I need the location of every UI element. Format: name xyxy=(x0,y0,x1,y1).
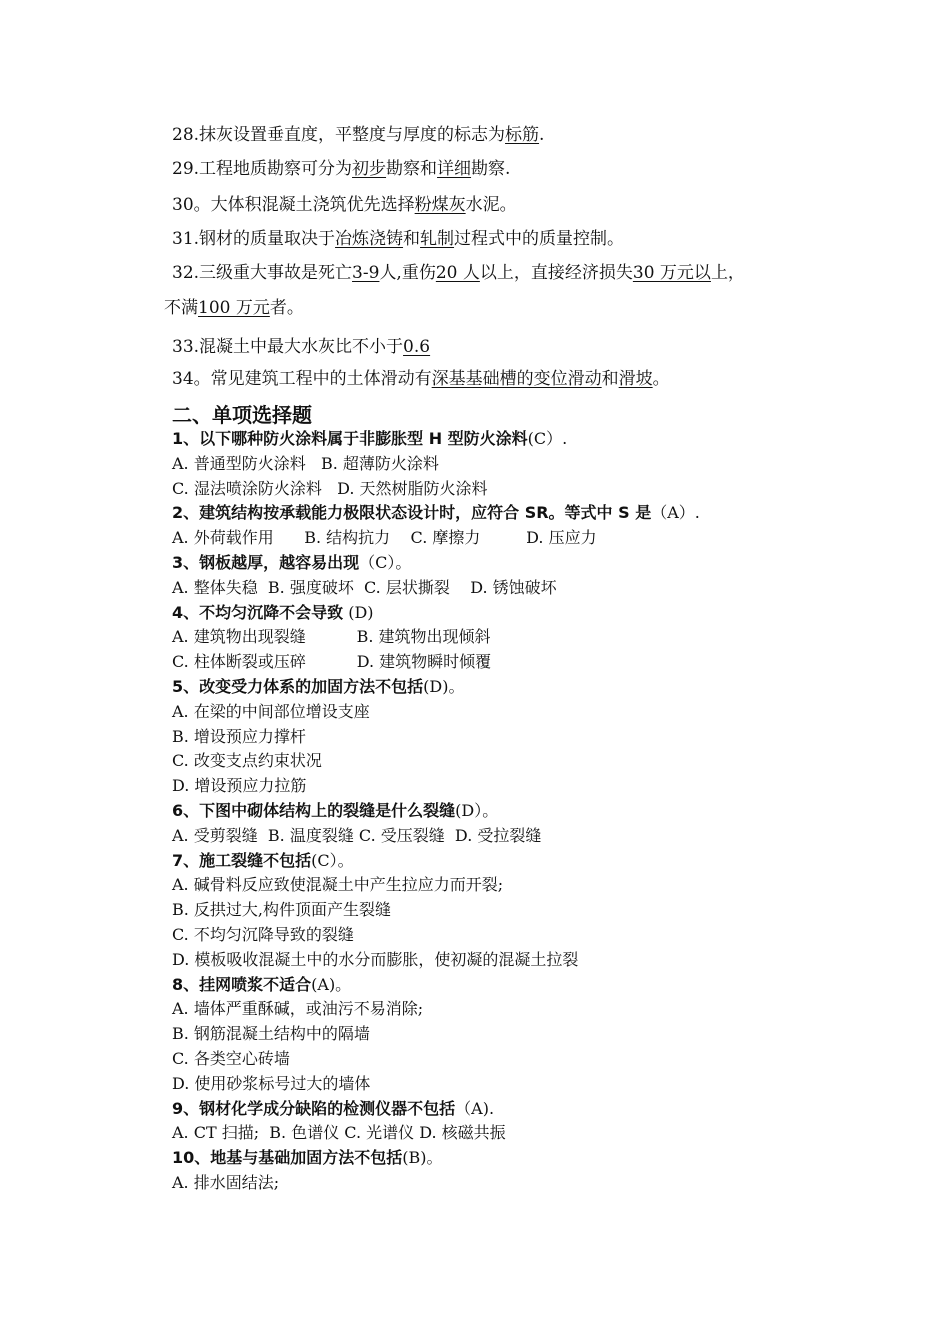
answer-option: D. 模板吸收混凝土中的水分而膨胀，使初凝的混凝土拉裂 xyxy=(172,950,579,969)
answer-blank: 标筋 xyxy=(505,125,540,145)
answer-blank: 20 人 xyxy=(435,263,480,283)
question-stem xyxy=(172,800,498,822)
text-fragment: 上， xyxy=(710,263,745,283)
question-text: 5、改变受力体系的加固方法不包括 xyxy=(172,677,424,696)
text-fragment: 不满 xyxy=(164,298,198,318)
answer-option: B. 钢筋混凝土结构中的隔墙 xyxy=(172,1024,370,1043)
text-fragment: 28.抹灰设置垂直度，平整度与厚度的标志为 xyxy=(172,125,506,145)
answer-option: A. 普通型防火涂料 B. 超薄防火涂料 xyxy=(172,454,439,473)
fill-in-item xyxy=(172,194,872,216)
text-fragment: 30。大体积混凝土浇筑优先选择 xyxy=(172,195,415,215)
answer-option: A. 建筑物出现裂缝 B. 建筑物出现倾斜 xyxy=(172,627,491,646)
answer-option: A. 整体失稳 B. 强度破坏 C. 层状撕裂 D. 锈蚀破坏 xyxy=(172,578,557,597)
answer-option: C. 改变支点约束状况 xyxy=(172,751,322,770)
text-fragment: 32.三级重大事故是死亡 xyxy=(172,263,353,283)
fill-in-item xyxy=(172,158,872,180)
answer-option: B. 增设预应力撑杆 xyxy=(172,727,306,746)
question-stem xyxy=(172,974,351,996)
answer-option: D. 使用砂浆标号过大的墙体 xyxy=(172,1074,371,1093)
text-fragment: 29.工程地质勘察可分为 xyxy=(172,159,353,179)
question-text: 3、钢板越厚，越容易出现 xyxy=(172,553,360,572)
text-fragment: 过程式中的质量控制。 xyxy=(454,229,625,249)
answer-option: A. 排水固结法; xyxy=(172,1173,280,1192)
question-text: 8、挂网喷浆不适合 xyxy=(172,975,312,994)
question-stem xyxy=(172,502,700,524)
fill-in-item xyxy=(172,336,872,358)
text-fragment: 以上，直接经济损失 xyxy=(479,263,633,283)
answer-blank: 轧制 xyxy=(420,229,455,249)
question-answer: (D)。 xyxy=(423,677,465,696)
text-fragment: 和 xyxy=(403,229,421,249)
question-answer: （A）. xyxy=(651,503,700,522)
question-stem xyxy=(172,552,411,574)
answer-option: A. 墙体严重酥碱，或油污不易消除; xyxy=(172,999,424,1018)
fill-in-item xyxy=(172,368,872,390)
text-fragment: 。 xyxy=(652,369,670,389)
question-answer: (C）。 xyxy=(311,851,354,870)
text-fragment: . xyxy=(539,125,545,145)
text-fragment: 者。 xyxy=(269,298,304,318)
fill-in-continuation xyxy=(164,297,872,319)
question-text: 2、建筑结构按承载能力极限状态设计时，应符合 SR。等式中 S 是 xyxy=(172,503,652,522)
question-answer: (D）。 xyxy=(455,801,499,820)
answer-blank: 深基基础槽的变位滑动 xyxy=(431,369,602,389)
question-stem xyxy=(172,850,354,872)
question-answer: (A)。 xyxy=(311,975,352,994)
fill-in-item xyxy=(172,228,872,250)
question-text: 6、下图中砌体结构上的裂缝是什么裂缝 xyxy=(172,801,456,820)
answer-option: B. 反拱过大,构件顶面产生裂缝 xyxy=(172,900,392,919)
question-text: 7、施工裂缝不包括 xyxy=(172,851,312,870)
answer-option: C. 不均匀沉降导致的裂缝 xyxy=(172,925,354,944)
answer-blank: 粉煤灰 xyxy=(414,195,466,215)
answer-blank: 滑坡 xyxy=(618,369,653,389)
answer-blank: 3-9 xyxy=(352,263,380,283)
text-fragment: 人,重伤 xyxy=(379,263,436,283)
answer-blank: 100 万元 xyxy=(198,298,270,318)
answer-option: C. 各类空心砖墙 xyxy=(172,1049,290,1068)
question-text: 1、以下哪种防火涂料属于非膨胀型 H 型防火涂料 xyxy=(172,429,528,448)
question-answer: （A). xyxy=(455,1099,495,1118)
question-stem xyxy=(172,1147,443,1169)
answer-blank: 0.6 xyxy=(403,337,431,357)
question-stem xyxy=(172,676,464,698)
text-fragment: 水泥。 xyxy=(465,195,517,215)
text-fragment: 34。常见建筑工程中的土体滑动有 xyxy=(172,369,432,389)
question-text: 10、地基与基础加固方法不包括 xyxy=(172,1148,403,1167)
question-stem xyxy=(172,1098,494,1120)
text-fragment: 31.钢材的质量取决于 xyxy=(172,229,336,249)
text-fragment: 33.混凝土中最大水灰比不小于 xyxy=(172,337,404,357)
answer-blank: 初步 xyxy=(352,159,387,179)
answer-option: A. CT 扫描; B. 色谱仪 C. 光谱仪 D. 核磁共振 xyxy=(172,1123,506,1142)
answer-blank: 30 万元以 xyxy=(632,263,711,283)
answer-option: A. 在梁的中间部位增设支座 xyxy=(172,702,370,721)
answer-option: A. 碱骨料反应致使混凝土中产生拉应力而开裂; xyxy=(172,875,504,894)
question-answer: (D) xyxy=(343,603,374,622)
text-fragment: 勘察和 xyxy=(386,159,438,179)
answer-blank: 冶炼浇铸 xyxy=(335,229,404,249)
answer-option: D. 增设预应力拉筋 xyxy=(172,776,307,795)
question-text: 9、钢材化学成分缺陷的检测仪器不包括 xyxy=(172,1099,456,1118)
question-stem xyxy=(172,428,567,450)
fill-in-item xyxy=(164,262,872,319)
answer-blank: 详细 xyxy=(437,159,472,179)
question-answer: (B)。 xyxy=(402,1148,443,1167)
answer-option: C. 柱体断裂或压碎 D. 建筑物瞬时倾覆 xyxy=(172,652,492,671)
question-text: 4、不均匀沉降不会导致 xyxy=(172,603,344,622)
answer-option: A. 外荷载作用 B. 结构抗力 C. 摩擦力 D. 压应力 xyxy=(172,528,597,547)
text-fragment: 和 xyxy=(601,369,619,389)
question-answer: （C）。 xyxy=(359,553,412,572)
fill-in-item xyxy=(172,124,872,146)
answer-option: A. 受剪裂缝 B. 温度裂缝 C. 受压裂缝 D. 受拉裂缝 xyxy=(172,826,542,845)
answer-option: C. 湿法喷涂防火涂料 D. 天然树脂防火涂料 xyxy=(172,479,488,498)
question-answer: (C）. xyxy=(527,429,568,448)
text-fragment: 勘察. xyxy=(471,159,511,179)
section-title: 二、单项选择题 xyxy=(172,403,312,427)
question-stem xyxy=(172,602,374,624)
